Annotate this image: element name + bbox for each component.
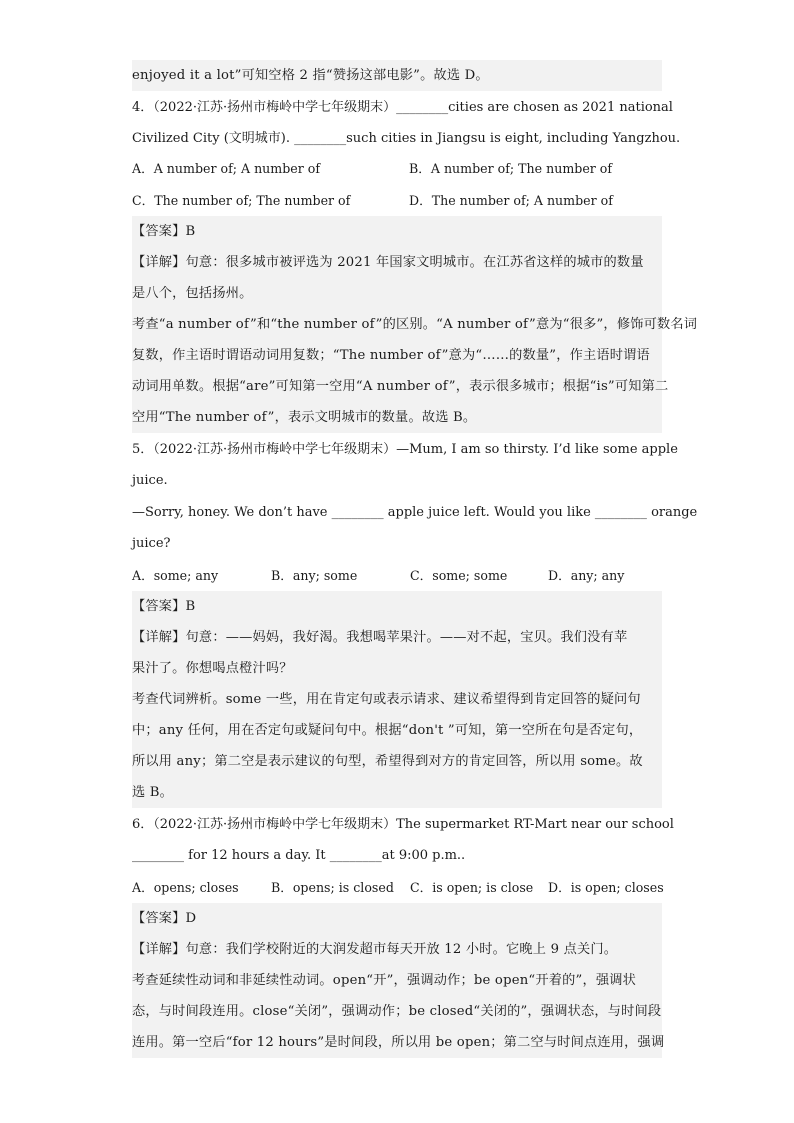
q5-explanation-5: 所以用 any；第二空是表示建议的句型，希望得到对方的肯定回答，所以用 some。故	[132, 746, 662, 777]
q5-option-a: A．some; any	[132, 568, 219, 583]
q5-explanation-2: 果汁了。你想喝点橙汁吗？	[132, 653, 662, 684]
q5-explanation-3: 考查代词辨析。some 一些，用在肯定句或表示请求、建议希望得到肯定回答的疑问句	[132, 684, 662, 715]
q6-explanation-3: 态，与时间段连用。close“关闭”，强调动作；be closed“关闭的”，强调状态，与时间段	[132, 996, 662, 1027]
q5-option-b: B．any; some	[271, 568, 358, 583]
q6-option-d: D．is open; closes	[548, 880, 664, 895]
q5-stem-line-4: juice?	[132, 536, 171, 551]
q6-answer: 【答案】D	[132, 903, 662, 934]
q5-stem-line-3: —Sorry, honey. We don’t have ________ apple juice left. Would you like ________ orange	[132, 505, 698, 520]
q6-explanation-4: 连用。第一空后“for 12 hours”是时间段，所以用 be open；第二空与时间点连用，强调	[132, 1027, 662, 1058]
q4-option-d: D．The number of; A number of	[409, 193, 613, 208]
q4-option-b: B．A number of; The number of	[409, 161, 613, 176]
q6-explanation-2: 考查延续性动词和非延续性动词。open“开”，强调动作；be open“开着的”，强调状	[132, 965, 662, 996]
q4-option-c: C．The number of; The number of	[132, 193, 351, 208]
q5-option-d: D．any; any	[548, 568, 625, 583]
q4-explanation-3: 考查“a number of”和“the number of”的区别。“A number of”意为“很多”，修饰可数名词	[132, 309, 662, 340]
q4-explanation-5: 动词用单数。根据“are”可知第一空用“A number of”，表示很多城市；根据“is”可知第二	[132, 371, 662, 402]
q5-explanation-1: 【详解】句意：——妈妈，我好渴。我想喝苹果汁。——对不起，宝贝。我们没有苹	[132, 622, 662, 653]
q3-explanation-end: enjoyed it a lot”可知空格 2 指“赞扬这部电影”。故选 D。	[132, 60, 662, 91]
q4-explanation-1: 【详解】句意：很多城市被评选为 2021 年国家文明城市。在江苏省这样的城市的数量	[132, 247, 662, 278]
q6-stem-line-1: 6．（2022·江苏·扬州市梅岭中学七年级期末）The supermarket RT-Mart near our school	[132, 817, 674, 832]
q5-explanation-4: 中；any 任何，用在否定句或疑问句中。根据“don't ”可知，第一空所在句是否定句，	[132, 715, 662, 746]
q6-option-a: A．opens; closes	[132, 880, 239, 895]
q4-option-a: A．A number of; A number of	[132, 161, 321, 176]
q4-explanation-4: 复数，作主语时谓语动词用复数；“The number of”意为“……的数量”，作主语时谓语	[132, 340, 662, 371]
q5-stem-line-2: juice.	[132, 473, 168, 488]
q5-option-c: C．some; some	[410, 568, 508, 583]
q6-stem-line-2: ________ for 12 hours a day. It ________at 9:00 p.m..	[132, 848, 466, 863]
q5-answer: 【答案】B	[132, 591, 662, 622]
q4-explanation-2: 是八个，包括扬州。	[132, 278, 662, 309]
q5-stem-line-1: 5．（2022·江苏·扬州市梅岭中学七年级期末）—Mum, I am so thirsty. I’d like some apple	[132, 442, 678, 457]
q5-explanation-6: 选 B。	[132, 777, 662, 808]
q4-stem-line-2: Civilized City (文明城市). ________such cities in Jiangsu is eight, including Yangzhou.	[132, 131, 681, 146]
q6-option-b: B．opens; is closed	[271, 880, 394, 895]
q6-option-c: C．is open; is close	[410, 880, 534, 895]
q4-explanation-6: 空用“The number of”，表示文明城市的数量。故选 B。	[132, 402, 662, 433]
q6-explanation-1: 【详解】句意：我们学校附近的大润发超市每天开放 12 小时。它晚上 9 点关门。	[132, 934, 662, 965]
q4-answer: 【答案】B	[132, 216, 662, 247]
q4-stem-line-1: 4．（2022·江苏·扬州市梅岭中学七年级期末）________cities are chosen as 2021 national	[132, 100, 673, 115]
